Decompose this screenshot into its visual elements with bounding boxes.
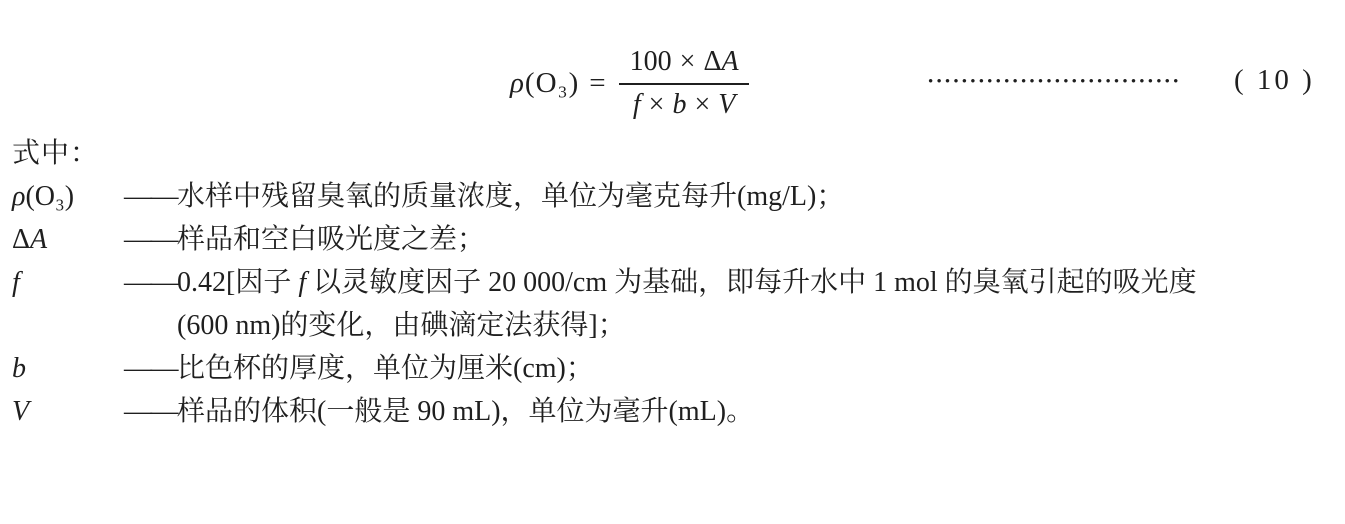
absorbance-variable: A (30, 224, 48, 255)
factor-variable: f (12, 267, 20, 298)
em-dash: —— (124, 396, 177, 427)
rho-symbol: ρ (510, 67, 525, 99)
definition-symbol (12, 175, 177, 218)
definition-text (177, 261, 1321, 347)
delta-symbol: Δ (703, 46, 722, 77)
definitions-block (12, 132, 1321, 433)
fraction (616, 46, 753, 121)
volume-variable: V (12, 396, 30, 427)
definition-text: 样品和空白吸光度之差； (177, 224, 486, 255)
definition-text: 比色杯的厚度，单位为厘米(cm)； (177, 353, 594, 384)
o3-subscript: (O₃) (524, 67, 580, 99)
definition-row-delta-a (12, 218, 1321, 261)
em-dash: —— (124, 224, 177, 255)
definition-text-line2: (600 nm)的变化，由碘滴定法获得]； (177, 310, 626, 341)
equation-block (0, 40, 1345, 140)
definition-symbol (12, 261, 177, 304)
formula-lhs (510, 67, 579, 100)
definition-row-b (12, 347, 1321, 390)
factor-variable: f (632, 89, 641, 120)
definition-row-f (12, 261, 1321, 347)
em-dash: —— (124, 181, 177, 212)
definition-text: 水样中残留臭氧的质量浓度，单位为毫克每升(mg/L)； (177, 181, 845, 212)
delta-symbol: Δ (12, 224, 31, 255)
em-dash: —— (124, 267, 177, 298)
em-dash: —— (124, 353, 177, 384)
o3-subscript: (O₃) (25, 181, 75, 212)
volume-variable: V (718, 89, 736, 120)
fraction-denominator (619, 83, 749, 121)
rho-symbol: ρ (12, 181, 26, 212)
definition-row-v (12, 390, 1321, 433)
definition-symbol (12, 390, 177, 433)
cuvette-variable: b (672, 89, 687, 120)
dotted-leader: •••••••••••••••••••••••••••••• (928, 74, 1182, 90)
definition-symbol (12, 218, 177, 261)
where-label: 式中： (12, 138, 100, 169)
multiply-sign: × (694, 89, 711, 120)
factor-variable: f (298, 267, 307, 298)
cuvette-variable: b (12, 353, 26, 384)
formula-rho-o3 (510, 46, 753, 121)
definition-symbol (12, 347, 177, 390)
fraction-numerator (616, 46, 753, 83)
definition-text: 样品的体积(一般是 90 mL)，单位为毫升(mL)。 (177, 396, 755, 427)
definition-text-line1: 0.42[因子 f 以灵敏度因子 20 000/cm 为基础，即每升水中 1 mol 的臭氧引起的吸光度 (177, 267, 1197, 298)
equation-number: ( 10 ) (1234, 64, 1315, 96)
numerator-constant: 100 (629, 46, 672, 77)
multiply-sign: × (679, 46, 696, 77)
multiply-sign: × (648, 89, 665, 120)
definition-row-rho-o3 (12, 175, 1321, 218)
absorbance-variable: A (721, 46, 739, 77)
equals-sign: = (589, 67, 606, 99)
